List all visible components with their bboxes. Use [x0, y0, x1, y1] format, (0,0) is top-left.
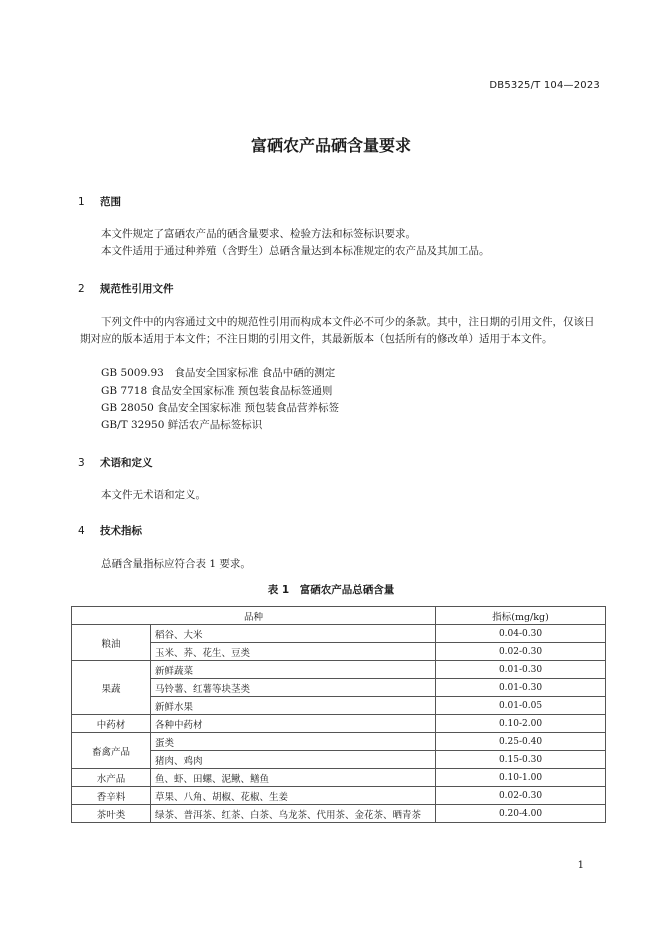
item-cell: 马铃薯、红薯等块茎类 — [151, 679, 436, 697]
standard-code: DB5325/T 104—2023 — [489, 80, 600, 91]
item-cell: 稻谷、大米 — [151, 625, 436, 643]
table-row — [72, 751, 606, 769]
table-header-row — [72, 607, 606, 625]
item-cell: 猪肉、鸡肉 — [151, 751, 436, 769]
section-terms-heading — [78, 455, 153, 470]
table-row — [72, 679, 606, 697]
section-title: 术语和定义 — [100, 457, 153, 469]
value-cell: 0.02-0.30 — [436, 787, 606, 805]
value-cell: 0.04-0.30 — [436, 625, 606, 643]
value-cell: 0.10-1.00 — [436, 769, 606, 787]
table-caption: 表 1 富硒农产品总硒含量 — [267, 584, 395, 596]
item-cell: 玉米、荞、花生、豆类 — [151, 643, 436, 661]
table-row — [72, 805, 606, 823]
item-cell: 蛋类 — [151, 733, 436, 751]
reference-item: GB 7718 食品安全国家标准 预包装食品标签通则 — [101, 385, 333, 397]
item-cell: 各种中药材 — [151, 715, 436, 733]
terms-text: 本文件无术语和定义。 — [101, 489, 206, 501]
normative-refs-intro: 下列文件中的内容通过文中的规范性引用而构成本文件必不可少的条款。其中，注日期的引用文件，仅该日期对应的版本适用于本文件；不注日期的引用文件，其最新版本（包括所有的修改单）适用于本文件。 — [80, 316, 595, 345]
table-row — [72, 733, 606, 751]
reference-item: GB 28050 食品安全国家标准 预包装食品营养标签 — [101, 402, 340, 414]
document-title: 富硒农产品硒含量要求 — [250, 136, 411, 155]
item-cell: 草果、八角、胡椒、花椒、生姜 — [151, 787, 436, 805]
section-normative-refs-heading — [78, 281, 174, 296]
category-cell: 香辛料 — [72, 787, 151, 805]
value-cell: 0.01-0.05 — [436, 697, 606, 715]
header-variety: 品种 — [72, 607, 436, 625]
category-cell: 粮油 — [72, 625, 151, 661]
item-cell: 绿茶、普洱茶、红茶、白茶、乌龙茶、代用茶、金花茶、晒青茶 — [151, 805, 436, 823]
value-cell: 0.10-2.00 — [436, 715, 606, 733]
section-title: 范围 — [100, 196, 121, 208]
category-cell: 果蔬 — [72, 661, 151, 715]
value-cell: 0.20-4.00 — [436, 805, 606, 823]
table-row — [72, 625, 606, 643]
selenium-content-table — [71, 606, 606, 823]
reference-item: GB/T 32950 鲜活农产品标签标识 — [101, 419, 263, 431]
section-title: 技术指标 — [100, 525, 142, 537]
section-scope-heading — [78, 194, 121, 209]
table-row — [72, 697, 606, 715]
value-cell: 0.01-0.30 — [436, 661, 606, 679]
item-cell: 新鲜蔬菜 — [151, 661, 436, 679]
scope-paragraph-1: 本文件规定了富硒农产品的硒含量要求、检验方法和标签标识要求。 — [101, 228, 416, 240]
section-number: 2 — [78, 283, 85, 295]
value-cell: 0.01-0.30 — [436, 679, 606, 697]
table-row — [72, 769, 606, 787]
tech-text: 总硒含量指标应符合表 1 要求。 — [101, 558, 251, 570]
reference-item: GB 5009.93 食品安全国家标准 食品中硒的测定 — [101, 367, 336, 379]
category-cell: 中药材 — [72, 715, 151, 733]
table-row — [72, 715, 606, 733]
value-cell: 0.15-0.30 — [436, 751, 606, 769]
value-cell: 0.02-0.30 — [436, 643, 606, 661]
header-index: 指标(mg/kg) — [436, 607, 606, 625]
section-number: 4 — [78, 525, 85, 537]
section-number: 3 — [78, 457, 85, 469]
item-cell: 新鲜水果 — [151, 697, 436, 715]
category-cell: 畜禽产品 — [72, 733, 151, 769]
table-row — [72, 661, 606, 679]
section-title: 规范性引用文件 — [100, 283, 174, 295]
scope-paragraph-2: 本文件适用于通过种养殖（含野生）总硒含量达到本标准规定的农产品及其加工品。 — [101, 245, 490, 257]
table-row — [72, 643, 606, 661]
page-number: 1 — [577, 860, 584, 871]
section-tech-heading — [78, 523, 142, 538]
category-cell: 水产品 — [72, 769, 151, 787]
value-cell: 0.25-0.40 — [436, 733, 606, 751]
section-number: 1 — [78, 196, 85, 208]
category-cell: 茶叶类 — [72, 805, 151, 823]
item-cell: 鱼、虾、田螺、泥鳅、鳝鱼 — [151, 769, 436, 787]
table-row — [72, 787, 606, 805]
